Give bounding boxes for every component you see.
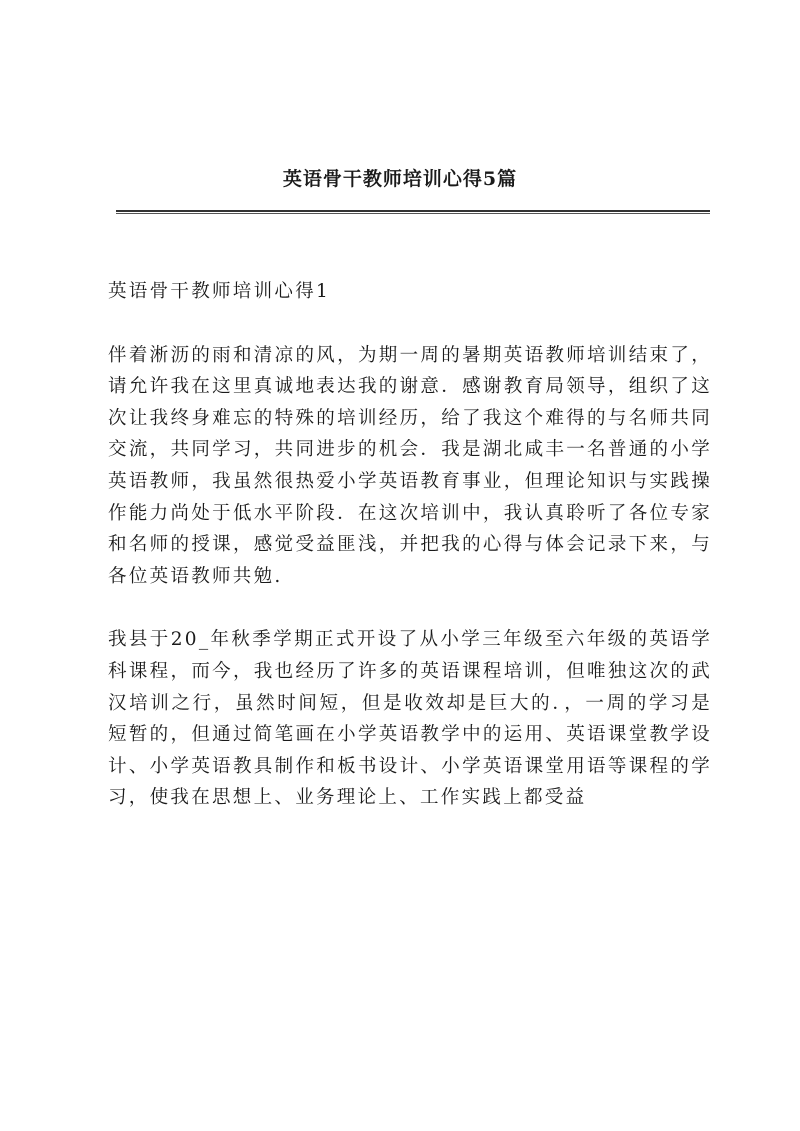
title-divider xyxy=(116,210,710,214)
document-title: 英语骨干教师培训心得5篇 xyxy=(282,168,518,190)
section-heading: 英语骨干教师培训心得1 xyxy=(108,281,331,302)
body-paragraph-2: 我县于20_年秋季学期正式开设了从小学三年级至六年级的英语学科课程，而今，我也经历了许多的英语课程培训，但唯独这次的武汉培训之行，虽然时间短，但是收效却是巨大的．，一周的学习是短暂的，但通过简笔画在小学英语教学中的运用、英语课堂教学设计、小学英语教具制作和板书设计、小学英语课堂用语等课程的学习，使我在思想上、业务理论上、工作实践上都受益 xyxy=(108,629,712,809)
document-body xyxy=(108,276,712,846)
body-paragraph-1: 伴着淅沥的雨和清凉的风，为期一周的暑期英语教师培训结束了，请允许我在这里真诚地表达我的谢意．感谢教育局领导，组织了这次让我终身难忘的特殊的培训经历，给了我这个难得的与名师共同交流，共同学习，共同进步的机会．我是湖北咸丰一名普通的小学英语教师，我虽然很热爱小学英语教育事业，但理论知识与实践操作能力尚处于低水平阶段．在这次培训中，我认真聆听了各位专家和名师的授课，感觉受益匪浅，并把我的心得与体会记录下来，与各位英语教师共勉. xyxy=(108,344,712,587)
